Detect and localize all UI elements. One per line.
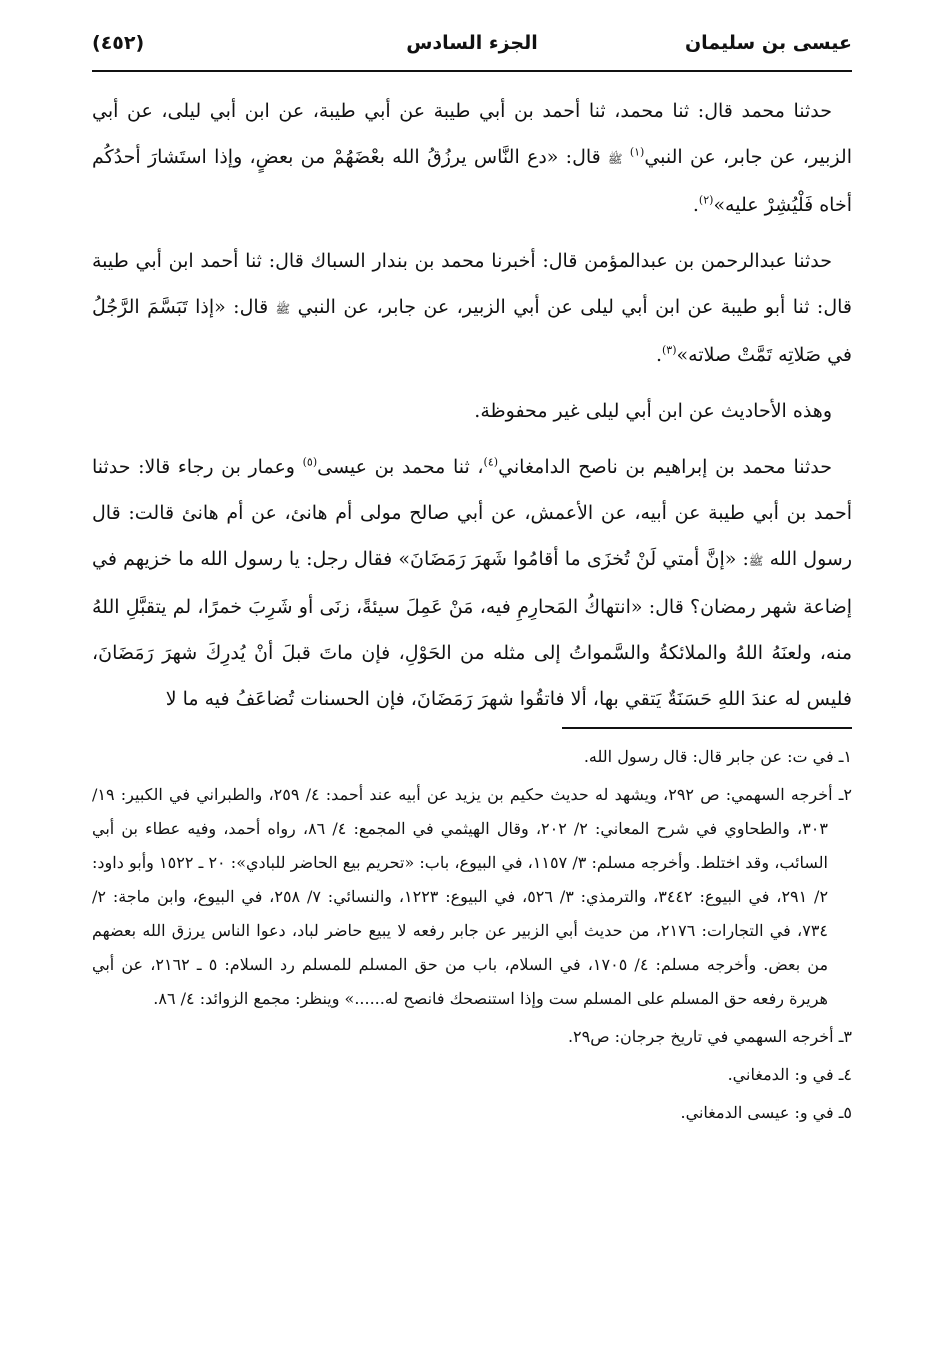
header-rule xyxy=(92,70,852,72)
salawat-glyph: ﷺ xyxy=(608,152,623,166)
footnote-marker: (٥) xyxy=(302,455,318,469)
paragraph-text: قال: «دع النَّاس يرزُقُ الله بعْضَهُمْ من بعضٍ، وإذا استَشارَ أحدُكُم أخاه فَلْيُشِرْ عليه» xyxy=(92,146,852,216)
page-number: (٤٥٢) xyxy=(92,32,145,54)
paragraph-text xyxy=(623,146,630,168)
footnote-item: ٤ـ في و: الدمغاني. xyxy=(727,1065,852,1084)
paragraph-text: حدثنا عبدالرحمن بن عبدالمؤمن قال: أخبرنا محمد بن بندار السباك قال: ثنا أحمد ابن أبي طيبة قال: ثنا أبو طيبة عن ابن أبي ليلى عن أبي الزبير، عن جابر، عن النبي xyxy=(92,250,852,318)
paragraph-text: حدثنا محمد قال: ثنا محمد، ثنا أحمد بن أبي طيبة عن أبي طيبة، عن ابن أبي ليلى، عن أبي الزبير، عن جابر، عن النبي xyxy=(92,100,852,168)
footnote-item: ١ـ في ت: عن جابر قال: قال رسول الله. xyxy=(583,747,852,766)
page-header xyxy=(92,28,852,72)
footnote-separator xyxy=(562,727,852,729)
footnote-marker: (٣) xyxy=(662,343,677,357)
body-paragraph xyxy=(92,388,852,434)
footnote-marker: (٤) xyxy=(483,455,499,469)
body-paragraph xyxy=(92,88,852,228)
footnote-item: ٢ـ أخرجه السهمي: ص ٢٩٢، ويشهد له حديث حكيم بن يزيد عن أبيه عند أحمد: ٤/ ٢٥٩، والطبراني في الكبير: ١٩/ ٣٠٣، والطحاوي في شرح المعاني: ٢/ ٢٠٢، وقال الهيثمي في المجمع: ٤/ ٨٦، رواه أحمد، وفيه عطاء بن أبي السائب، وقد اختلط. وأخرجه مسلم: ٣/ ١١٥٧، في البيوع، باب: «تحريم بيع الحاضر للبادي»: ٢٠ ـ ١٥٢٢ وأبو داود: ٢/ ٢٩١، في البيوع: ٣٤٤٢، والترمذي: ٣/ ٥٢٦، في البيوع: ١٢٢٣، والنسائي: ٧/ ٢٥٨، في البيوع، وابن ماجة: ٢/ ٧٣٤، في التجارات: ٢١٧٦، من حديث أبي الزبير عن جابر رفعه لا يبيع حاضر لباد، دعوا الناس يرزق الله بعضهم من بعض. وأخرجه مسلم: ٤/ ١٧٠٥، في السلام، باب من حق المسلم للمسلم رد السلام: ٥ ـ ٢١٦٢، عن أبي هريرة رفعه حق المسلم على المسلم ست وإذا استنصحك فانصح له......» وينظر: مجمع الزوائد: ٤/ ٨٦. xyxy=(92,785,853,1008)
paragraph-text: . xyxy=(655,344,662,366)
paragraph-text: حدثنا محمد بن إبراهيم بن ناصح الدامغاني xyxy=(498,456,832,478)
paragraph-text: : «إنَّ أمتي لَنْ تُخزَى ما أقامُوا شَهرَ رَمَضَانَ» فقال رجل: يا رسول الله ما خزيهم في إضاعة شهر رمضان؟ قال: «انتهاكُ المَحارِمِ فيه، مَنْ عَمِلَ سيئةً، زنَى أو شَرِبَ خمرًا، لم يتقبَّلِ اللهُ منه، ولعنَهُ اللهُ والملائكةُ والسَّمواتُ إلى مثله من الحَوْلِ، فإن ماتَ قبلَ أنْ يُدرِكَ شهرَ رَمَضَانَ، فليس له عندَ اللهِ حَسَنَةٌ يَتقي بها، ألا فاتقُوا شهرَ رَمَضَانَ، فإن الحسنات تُضاعَفُ فيه ما لا xyxy=(92,548,852,710)
paragraph-text: ، ثنا محمد بن عيسى xyxy=(317,456,484,478)
salawat-glyph: ﷺ xyxy=(748,554,764,568)
author-running-head: عيسى بن سليمان xyxy=(684,32,852,54)
footnote-marker: (١) xyxy=(629,145,645,159)
main-text xyxy=(92,88,852,732)
volume-title: الجزء السادس xyxy=(406,32,538,54)
body-paragraph xyxy=(92,238,852,378)
footnote-marker: (٢) xyxy=(698,193,714,207)
paragraph-text: وعمار بن رجاء قالا: حدثنا أحمد بن أبي طيبة عن أبيه، عن الأعمش، عن أبي صالح مولى أم هانئ، عن أم هانئ قالت: قال رسول الله xyxy=(92,456,853,570)
paragraph-text: . xyxy=(692,194,699,216)
paragraph-text: وهذه الأحاديث عن ابن أبي ليلى غير محفوظة. xyxy=(474,400,832,422)
footnotes xyxy=(92,740,852,1134)
salawat-glyph: ﷺ xyxy=(275,302,291,316)
footnote-item: ٣ـ أخرجه السهمي في تاريخ جرجان: ص٢٩. xyxy=(567,1027,852,1046)
paragraph-text: قال: «إذا تَبَسَّمَ الرَّجُلُ في صَلاتِه تَمَّتْ صلاته» xyxy=(92,296,852,366)
body-paragraph xyxy=(92,444,852,722)
footnote-item: ٥ـ في و: عيسى الدمغاني. xyxy=(680,1103,852,1122)
